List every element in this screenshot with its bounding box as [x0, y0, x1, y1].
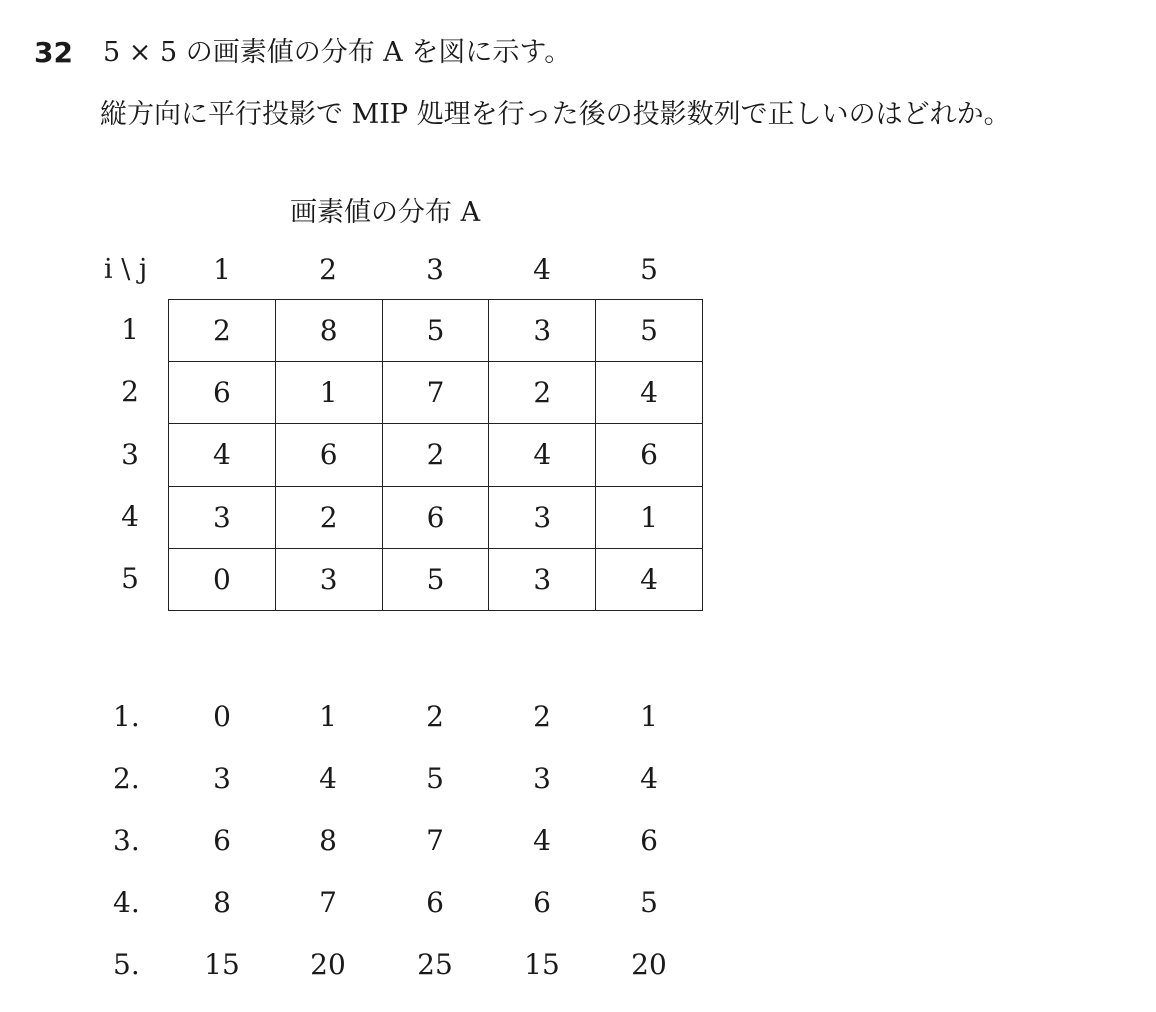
option-value: 4: [640, 762, 658, 795]
option-value: 8: [213, 886, 231, 919]
table-cell: 3: [489, 300, 596, 362]
option-value: 6: [640, 824, 658, 857]
option-value: 1: [319, 700, 337, 733]
table-cell: 6: [169, 362, 276, 424]
table-cell: 2: [489, 362, 596, 424]
table-cell: 1: [596, 487, 703, 549]
option-number: 3.: [113, 824, 140, 857]
row-header: 4: [121, 500, 139, 533]
option-value: 2: [426, 700, 444, 733]
option-number: 1.: [113, 700, 140, 733]
table-cell: 4: [169, 424, 276, 486]
option-value: 25: [417, 948, 453, 981]
row-header: 3: [121, 438, 139, 471]
option-value: 15: [524, 948, 560, 981]
row-header: 5: [121, 562, 139, 595]
option-number: 2.: [113, 762, 140, 795]
option-value: 6: [213, 824, 231, 857]
pixel-value-grid: [168, 299, 703, 611]
table-cell: 2: [383, 424, 490, 486]
table-cell: 0: [169, 549, 276, 611]
table-cell: 3: [169, 487, 276, 549]
option-value: 5: [426, 762, 444, 795]
table-cell: 6: [596, 424, 703, 486]
table-cell: 1: [276, 362, 383, 424]
table-cell: 6: [276, 424, 383, 486]
option-value: 1: [640, 700, 658, 733]
option-value: 6: [533, 886, 551, 919]
column-header: 4: [533, 253, 551, 286]
table-cell: 7: [383, 362, 490, 424]
table-title: 画素値の分布 A: [290, 197, 481, 228]
table-cell: 4: [596, 549, 703, 611]
option-value: 3: [533, 762, 551, 795]
table-cell: 2: [169, 300, 276, 362]
table-cell: 5: [596, 300, 703, 362]
option-value: 4: [319, 762, 337, 795]
row-header: 1: [121, 313, 139, 346]
table-cell: 5: [383, 549, 490, 611]
option-value: 6: [426, 886, 444, 919]
table-cell: 3: [489, 487, 596, 549]
option-value: 3: [213, 762, 231, 795]
table-cell: 2: [276, 487, 383, 549]
option-value: 7: [426, 824, 444, 857]
table-corner-label: i \ j: [104, 254, 148, 285]
option-number: 4.: [113, 886, 140, 919]
column-header: 1: [213, 253, 231, 286]
table-cell: 4: [596, 362, 703, 424]
option-number: 5.: [113, 948, 140, 981]
question-number: 32: [34, 36, 73, 69]
question-text-line-1: 5 × 5 の画素値の分布 A を図に示す。: [103, 37, 572, 68]
table-cell: 4: [489, 424, 596, 486]
table-cell: 3: [276, 549, 383, 611]
option-value: 0: [213, 700, 231, 733]
column-header: 3: [426, 253, 444, 286]
option-value: 15: [204, 948, 240, 981]
column-header: 5: [640, 253, 658, 286]
table-cell: 5: [383, 300, 490, 362]
option-value: 7: [319, 886, 337, 919]
table-cell: 6: [383, 487, 490, 549]
table-cell: 3: [489, 549, 596, 611]
option-value: 5: [640, 886, 658, 919]
option-value: 20: [310, 948, 346, 981]
column-header: 2: [319, 253, 337, 286]
row-header: 2: [121, 375, 139, 408]
option-value: 2: [533, 700, 551, 733]
option-value: 4: [533, 824, 551, 857]
option-value: 8: [319, 824, 337, 857]
table-cell: 8: [276, 300, 383, 362]
option-value: 20: [631, 948, 667, 981]
question-text-line-2: 縦方向に平行投影で MIP 処理を行った後の投影数列で正しいのはどれか。: [100, 99, 1011, 130]
